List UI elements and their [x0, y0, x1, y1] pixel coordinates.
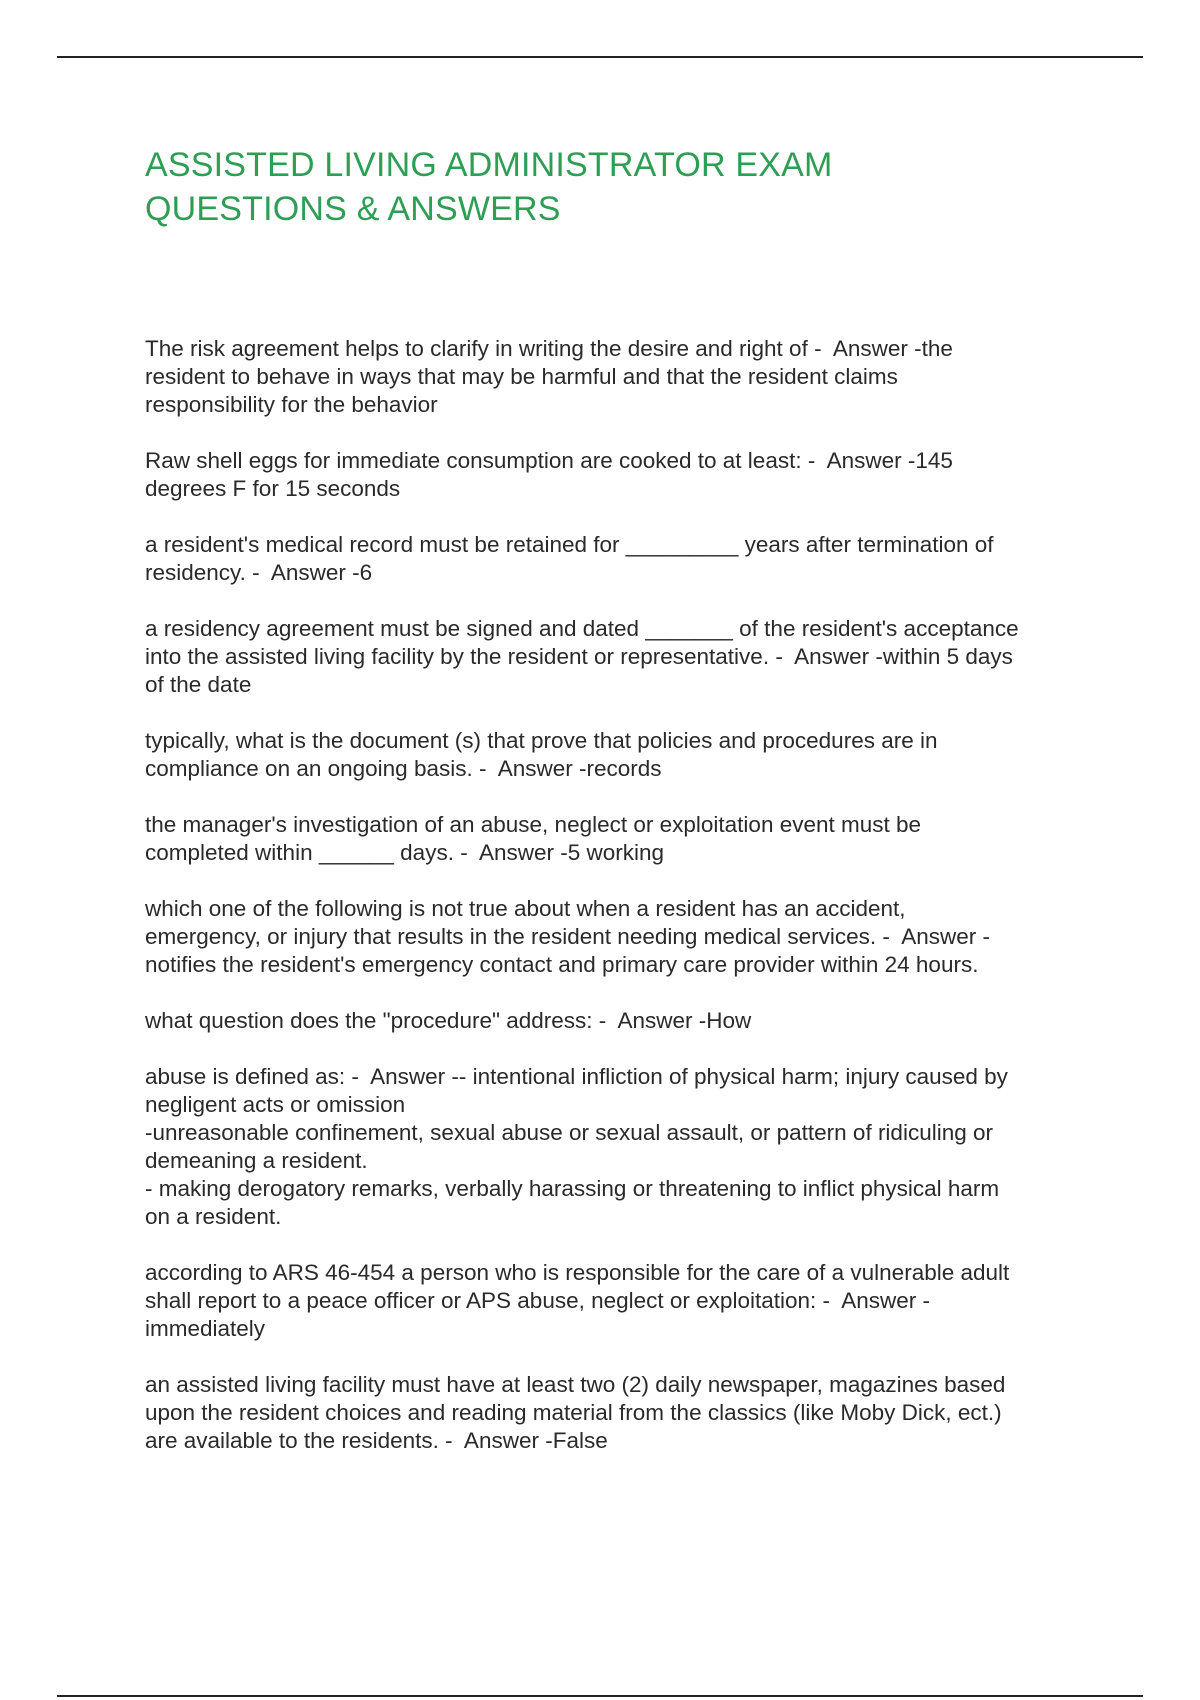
qa-item [145, 447, 1090, 503]
footer-rule [57, 1695, 1143, 1697]
qa-item-line: notifies the resident's emergency contact and primary care provider within 24 hours. [145, 952, 979, 977]
qa-item [145, 615, 1090, 699]
qa-item-line: completed within ______ days. - Answer -5 working [145, 840, 665, 865]
qa-item-line: negligent acts or omission [145, 1092, 406, 1117]
qa-item-line: residency. - Answer -6 [145, 560, 373, 585]
document-title [145, 143, 1095, 231]
qa-item-line: The risk agreement helps to clarify in writing the desire and right of - Answer -the [145, 336, 953, 361]
document-title-line-1: ASSISTED LIVING ADMINISTRATOR EXAM [145, 146, 833, 184]
qa-item-line: responsibility for the behavior [145, 392, 438, 417]
qa-item [145, 811, 1090, 867]
qa-item-line: typically, what is the document (s) that prove that policies and procedures are in [145, 728, 938, 753]
qa-item-line: immediately [145, 1316, 266, 1341]
qa-item-line: abuse is defined as: - Answer -- intentional infliction of physical harm; injury caused by [145, 1064, 1008, 1089]
qa-item [145, 1007, 1090, 1035]
qa-item-line: of the date [145, 672, 252, 697]
header-rule [57, 56, 1143, 58]
qa-item-line: an assisted living facility must have at least two (2) daily newspaper, magazines based [145, 1372, 1006, 1397]
qa-list [145, 335, 1090, 1483]
qa-item-line: into the assisted living facility by the resident or representative. - Answer -within 5 days [145, 644, 1013, 669]
qa-item-line: upon the resident choices and reading material from the classics (like Moby Dick, ect.) [145, 1400, 1002, 1425]
qa-item [145, 531, 1090, 587]
qa-item-line: shall report to a peace officer or APS abuse, neglect or exploitation: - Answer - [145, 1288, 931, 1313]
qa-item-line: emergency, or injury that results in the resident needing medical services. - Answer - [145, 924, 990, 949]
qa-item-line: Raw shell eggs for immediate consumption are cooked to at least: - Answer -145 [145, 448, 953, 473]
qa-item-line: what question does the "procedure" address: - Answer -How [145, 1008, 752, 1033]
qa-item-line: -unreasonable confinement, sexual abuse or sexual assault, or pattern of ridiculing or [145, 1120, 993, 1145]
document-title-line-2: QUESTIONS & ANSWERS [145, 190, 561, 228]
qa-item [145, 727, 1090, 783]
qa-item-line: according to ARS 46-454 a person who is responsible for the care of a vulnerable adult [145, 1260, 1010, 1285]
qa-item-line: demeaning a resident. [145, 1148, 368, 1173]
qa-item-line: - making derogatory remarks, verbally harassing or threatening to inflict physical harm [145, 1176, 1000, 1201]
qa-item-line: resident to behave in ways that may be harmful and that the resident claims [145, 364, 898, 389]
qa-item-line: on a resident. [145, 1204, 282, 1229]
qa-item [145, 1371, 1090, 1455]
qa-item-line: are available to the residents. - Answer -False [145, 1428, 608, 1453]
qa-item-line: a residency agreement must be signed and dated _______ of the resident's acceptance [145, 616, 1019, 641]
qa-item [145, 335, 1090, 419]
qa-item-line: degrees F for 15 seconds [145, 476, 401, 501]
qa-item [145, 1259, 1090, 1343]
qa-item-line: the manager's investigation of an abuse, neglect or exploitation event must be [145, 812, 922, 837]
qa-item [145, 1063, 1090, 1231]
qa-item-line: compliance on an ongoing basis. - Answer -records [145, 756, 662, 781]
qa-item-line: a resident's medical record must be retained for _________ years after termination of [145, 532, 994, 557]
qa-item [145, 895, 1090, 979]
qa-item-line: which one of the following is not true about when a resident has an accident, [145, 896, 906, 921]
